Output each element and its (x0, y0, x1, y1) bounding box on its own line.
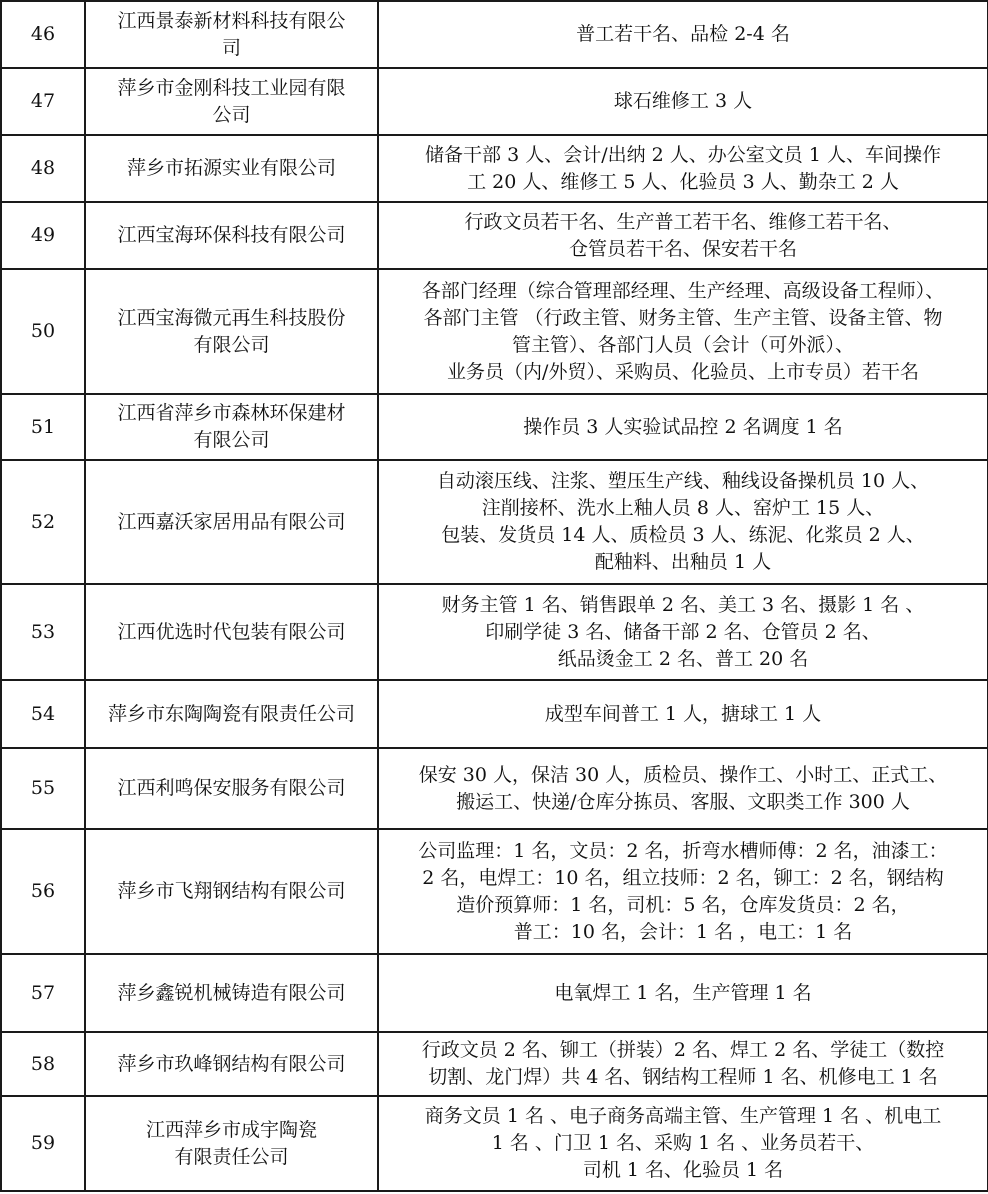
row-number: 54 (1, 680, 85, 748)
company-name: 江西省萍乡市森林环保建材 有限公司 (85, 394, 378, 460)
table-row (1, 460, 988, 584)
company-name: 江西景泰新材料科技有限公 司 (85, 1, 378, 68)
row-number: 48 (1, 135, 85, 202)
company-name: 江西嘉沃家居用品有限公司 (85, 460, 378, 584)
positions: 储备干部 3 人、会计/出纳 2 人、办公室文员 1 人、车间操作 工 20 人、维修工 5 人、化验员 3 人、勤杂工 2 人 (378, 135, 988, 202)
table-row (1, 680, 988, 748)
table-row (1, 269, 988, 394)
row-number: 55 (1, 748, 85, 829)
table-row (1, 748, 988, 829)
company-name: 江西宝海微元再生科技股份 有限公司 (85, 269, 378, 394)
row-number: 59 (1, 1096, 85, 1191)
company-name: 萍乡市玖峰钢结构有限公司 (85, 1032, 378, 1096)
row-number: 58 (1, 1032, 85, 1096)
positions: 操作员 3 人实验试品控 2 名调度 1 名 (378, 394, 988, 460)
positions: 电氧焊工 1 名，生产管理 1 名 (378, 954, 988, 1032)
table-row (1, 1032, 988, 1096)
positions: 自动滚压线、注浆、塑压生产线、釉线设备操机员 10 人、 注削接杯、洗水上釉人员 8 人、窑炉工 15 人、 包装、发货员 14 人、质检员 3 人、练泥、化浆员 2 人、 配釉料、出釉员 1 人 (378, 460, 988, 584)
company-name: 江西优选时代包装有限公司 (85, 584, 378, 680)
row-number: 50 (1, 269, 85, 394)
positions: 成型车间普工 1 人，搪球工 1 人 (378, 680, 988, 748)
company-name: 萍乡鑫锐机械铸造有限公司 (85, 954, 378, 1032)
table-row (1, 584, 988, 680)
positions: 行政文员若干名、生产普工若干名、维修工若干名、 仓管员若干名、保安若干名 (378, 202, 988, 269)
table-row (1, 202, 988, 269)
row-number: 56 (1, 829, 85, 954)
table-row (1, 135, 988, 202)
table-row (1, 1096, 988, 1191)
positions: 商务文员 1 名 、电子商务高端主管、生产管理 1 名 、机电工 1 名 、门卫 1 名、采购 1 名 、业务员若干、 司机 1 名、化验员 1 名 (378, 1096, 988, 1191)
row-number: 57 (1, 954, 85, 1032)
row-number: 49 (1, 202, 85, 269)
row-number: 52 (1, 460, 85, 584)
company-name: 江西宝海环保科技有限公司 (85, 202, 378, 269)
table-row (1, 954, 988, 1032)
row-number: 51 (1, 394, 85, 460)
company-name: 萍乡市东陶陶瓷有限责任公司 (85, 680, 378, 748)
table-row (1, 1, 988, 68)
positions: 财务主管 1 名、销售跟单 2 名、美工 3 名、摄影 1 名 、 印刷学徒 3 名、储备干部 2 名、仓管员 2 名、 纸品烫金工 2 名、普工 20 名 (378, 584, 988, 680)
positions: 公司监理：1 名，文员：2 名，折弯水槽师傅：2 名，油漆工： 2 名，电焊工：10 名，组立技师：2 名，铆工：2 名，钢结构 造价预算师：1 名，司机：5 名，仓库发货员：2 名， 普工：10 名，会计：1 名 ，电工：1 名 (378, 829, 988, 954)
company-name: 江西利鸣保安服务有限公司 (85, 748, 378, 829)
row-number: 47 (1, 68, 85, 135)
table-row (1, 829, 988, 954)
row-number: 53 (1, 584, 85, 680)
company-name: 江西萍乡市成宇陶瓷 有限责任公司 (85, 1096, 378, 1191)
table-row (1, 68, 988, 135)
positions: 保安 30 人，保洁 30 人，质检员、操作工、小时工、正式工、 搬运工、快递/仓库分拣员、客服、文职类工作 300 人 (378, 748, 988, 829)
company-name: 萍乡市金刚科技工业园有限 公司 (85, 68, 378, 135)
positions: 球石维修工 3 人 (378, 68, 988, 135)
positions: 各部门经理（综合管理部经理、生产经理、高级设备工程师）、 各部门主管 （行政主管、财务主管、生产主管、设备主管、物 管主管）、各部门人员（会计（可外派）、 业务员（内/外贸）、采购员、化验员、上市专员）若干名 (378, 269, 988, 394)
table-row (1, 394, 988, 460)
company-name: 萍乡市拓源实业有限公司 (85, 135, 378, 202)
positions: 普工若干名、品检 2-4 名 (378, 1, 988, 68)
company-name: 萍乡市飞翔钢结构有限公司 (85, 829, 378, 954)
positions: 行政文员 2 名、铆工（拼装）2 名、焊工 2 名、学徒工（数控 切割、龙门焊）共 4 名、钢结构工程师 1 名、机修电工 1 名 (378, 1032, 988, 1096)
row-number: 46 (1, 1, 85, 68)
